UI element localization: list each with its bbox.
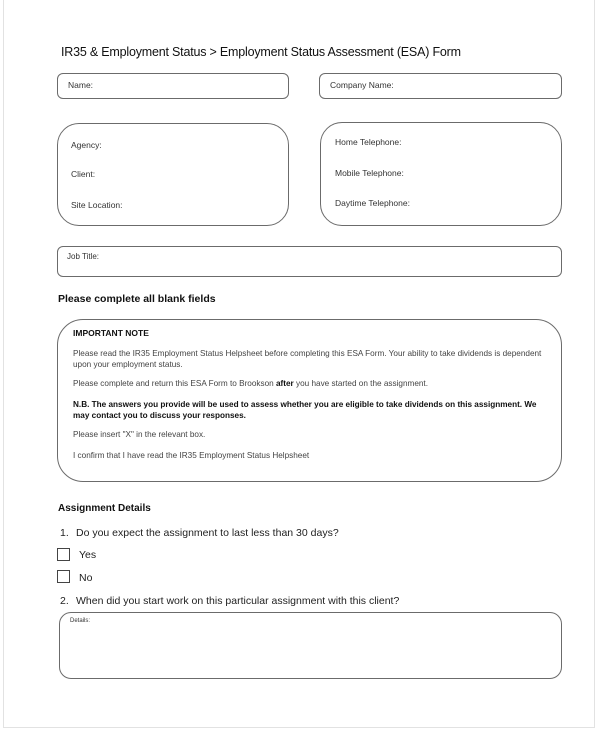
no-checkbox[interactable] xyxy=(57,570,70,583)
job-title-field[interactable] xyxy=(57,246,562,277)
home-telephone-label[interactable]: Home Telephone: xyxy=(335,137,402,147)
site-location-label[interactable]: Site Location: xyxy=(71,200,123,210)
question-2-text: When did you start work on this particular assignment with this client? xyxy=(76,595,400,607)
important-note-para-4: Please insert "X" in the relevant box. xyxy=(73,430,206,439)
details-label: Details: xyxy=(70,618,91,624)
important-note-para-2 xyxy=(73,378,543,389)
important-note-heading: IMPORTANT NOTE xyxy=(73,328,149,338)
form-title: IR35 & Employment Status > Employment Status Assessment (ESA) Form xyxy=(61,45,461,59)
name-label: Name: xyxy=(68,80,94,90)
company-name-field[interactable] xyxy=(319,73,562,99)
important-note-para-1: Please read the IR35 Employment Status Helpsheet before completing this ESA Form. Your ability to take dividends is dependent upon your employment status. xyxy=(73,349,542,369)
agency-label[interactable]: Agency: xyxy=(71,140,102,150)
question-1 xyxy=(60,527,339,539)
important-note-nb: N.B. The answers you provide will be used to assess whether you are eligible to take dividends on this assignment. We may contact you to discuss your responses. xyxy=(73,400,537,420)
yes-checkbox[interactable] xyxy=(57,548,70,561)
question-2 xyxy=(60,595,399,607)
job-title-label: Job Title: xyxy=(67,252,100,261)
question-2-number: 2. xyxy=(60,595,69,607)
telephone-details-box xyxy=(320,122,562,226)
company-name-label: Company Name: xyxy=(330,80,394,90)
para-2-text-after: you have started on the assignment. xyxy=(293,379,428,388)
no-label[interactable]: No xyxy=(79,572,93,584)
name-field[interactable] xyxy=(57,73,289,99)
daytime-telephone-label[interactable]: Daytime Telephone: xyxy=(335,198,410,208)
instructions-heading: Please complete all blank fields xyxy=(58,293,216,305)
question-1-number: 1. xyxy=(60,527,69,539)
para-2-text-before: Please complete and return this ESA Form to Brookson xyxy=(73,379,276,388)
important-note-para-5: I confirm that I have read the IR35 Employment Status Helpsheet xyxy=(73,451,310,460)
para-2-emphasis: after xyxy=(275,379,294,388)
mobile-telephone-label[interactable]: Mobile Telephone: xyxy=(335,168,404,178)
details-field[interactable] xyxy=(59,612,562,679)
agency-details-box xyxy=(57,123,289,226)
assignment-details-heading: Assignment Details xyxy=(58,503,151,514)
question-1-text: Do you expect the assignment to last less than 30 days? xyxy=(76,527,339,539)
client-label[interactable]: Client: xyxy=(71,169,96,179)
yes-label[interactable]: Yes xyxy=(79,549,97,561)
important-note-box xyxy=(57,319,562,482)
form-page xyxy=(3,0,595,728)
